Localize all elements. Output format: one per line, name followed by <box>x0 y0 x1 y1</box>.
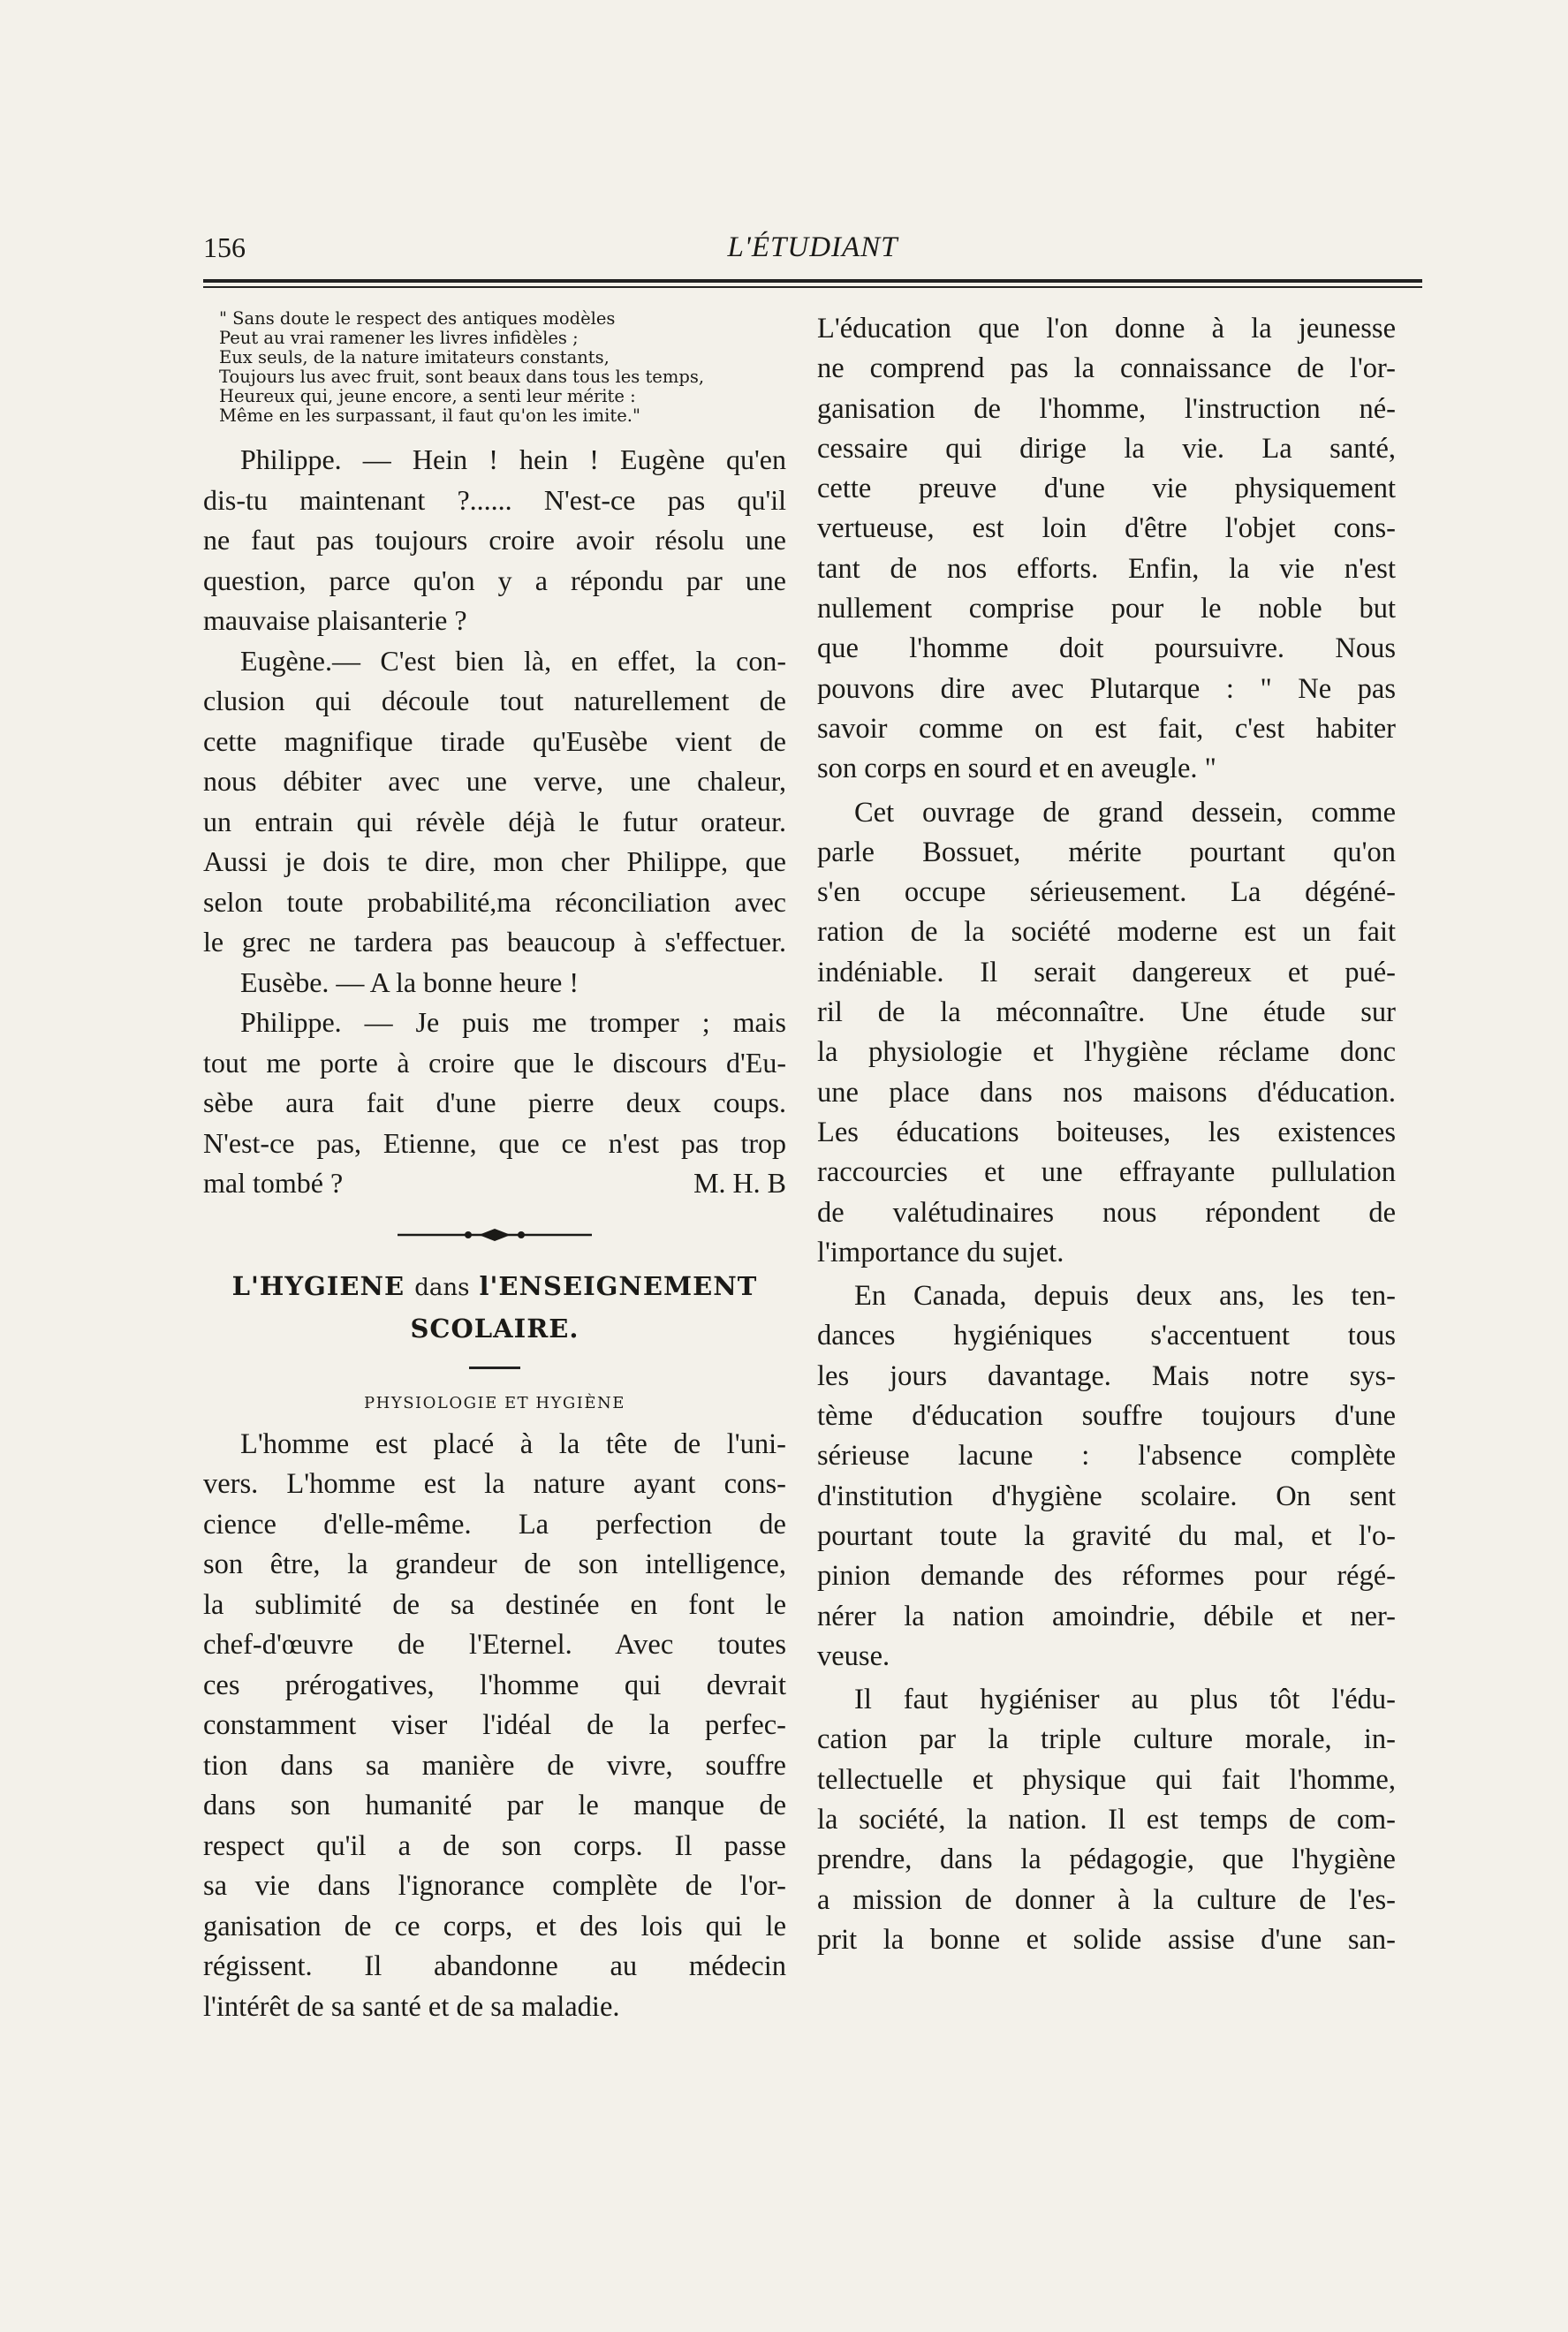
article-line: Il faut hygiéniser au plus tôt l'édu- <box>854 1684 1396 1716</box>
author-signature: M. H. B <box>693 1167 786 1199</box>
article-title-part: l'ENSEIGNEMENT <box>479 1270 758 1301</box>
dialogue-line: mal tombé ? <box>203 1167 344 1199</box>
running-title: L'ÉTUDIANT <box>727 231 898 263</box>
article-line: raccourcies et une effrayante pullulation <box>817 1156 1396 1189</box>
article-line: ces prérogatives, l'homme qui devrait <box>203 1669 786 1701</box>
article-line: sérieuse lacune : l'absence complète <box>817 1440 1396 1473</box>
dialogue <box>203 440 786 1204</box>
article-line: tellectuelle et physique qui fait l'homme, <box>817 1763 1396 1796</box>
article-line: constamment viser l'idéal de la perfec- <box>203 1709 786 1741</box>
article-line: parle Bossuet, mérite pourtant qu'on <box>817 836 1396 868</box>
dialogue-line: selon toute probabilité,ma réconciliation avec <box>203 885 786 918</box>
title-rule <box>469 1367 520 1369</box>
verse-line: " Sans doute le respect des antiques modèles <box>219 308 616 329</box>
article-line: son être, la grandeur de son intelligence, <box>203 1548 786 1580</box>
dialogue-line: Aussi je dois te dire, mon cher Philippe, que <box>203 845 786 877</box>
article-title-part: dans <box>414 1274 470 1301</box>
article-paragraph <box>203 1425 786 2028</box>
verse-line: Même en les surpassant, il faut qu'on les imite." <box>219 405 640 426</box>
article-line: la physiologie et l'hygiène réclame donc <box>817 1036 1396 1069</box>
article-line: les jours davantage. Mais notre sys- <box>817 1359 1396 1392</box>
dialogue-line: clusion qui découle tout naturellement de <box>203 685 786 716</box>
article-line: vertueuse, est loin d'être l'objet cons- <box>817 512 1396 545</box>
article-line: Cet ouvrage de grand dessein, comme <box>854 796 1396 829</box>
dialogue-line: Philippe. — Hein ! hein ! Eugène qu'en <box>240 443 786 475</box>
article-line: l'importance du sujet. <box>817 1236 1064 1268</box>
ornament-rule-icon <box>398 1228 592 1242</box>
article-line: de valétudinaires nous répondent de <box>817 1196 1396 1229</box>
article-line: ganisation de ce corps, et des lois qui le <box>203 1910 786 1942</box>
article-line: vers. L'homme est la nature ayant cons- <box>203 1468 786 1500</box>
dialogue-line: ne faut pas toujours croire avoir résolu une <box>203 524 786 556</box>
verse-quotation <box>219 309 786 426</box>
article-line: dans son humanité par le manque de <box>203 1790 786 1821</box>
dialogue-line: question, parce qu'on y a répondu par une <box>203 564 786 596</box>
article-line: a mission de donner à la culture de l'es- <box>817 1883 1396 1916</box>
dialogue-line: le grec ne tardera pas beaucoup à s'effectuer. <box>203 926 786 958</box>
article-line: prit la bonne et solide assise d'une san- <box>817 1923 1396 1956</box>
article-line: tème d'éducation souffre toujours d'une <box>817 1400 1396 1433</box>
verse-line: Peut au vrai ramener les livres infidèles ; <box>219 328 579 348</box>
article-line: cette preuve d'une vie physiquement <box>817 473 1396 505</box>
dialogue-line-final <box>203 1163 786 1204</box>
dialogue-line: dis-tu maintenant ?...... N'est-ce pas qu'il <box>203 483 786 516</box>
article-line: ganisation de l'homme, l'instruction né- <box>817 392 1396 425</box>
article-line: pouvons dire avec Plutarque : " Ne pas <box>817 672 1396 705</box>
article-line: dances hygiéniques s'accentuent tous <box>817 1320 1396 1352</box>
article-line: pinion demande des réformes pour régé- <box>817 1560 1396 1593</box>
verse-line: Toujours lus avec fruit, sont beaux dans tous les temps, <box>219 367 705 387</box>
article-line: pourtant toute la gravité du mal, et l'o- <box>817 1519 1396 1552</box>
verse-line: Eux seuls, de la nature imitateurs constants, <box>219 347 610 367</box>
article-line: sa vie dans l'ignorance complète de l'or- <box>203 1870 786 1902</box>
header-rule-thick <box>203 279 1422 283</box>
article-line: s'en occupe sérieusement. La dégéné- <box>817 876 1396 909</box>
article-line: L'éducation que l'on donne à la jeunesse <box>817 313 1396 344</box>
dialogue-line: Eugène.— C'est bien là, en effet, la con- <box>240 644 786 677</box>
article-line: d'institution d'hygiène scolaire. On sent <box>817 1480 1396 1512</box>
article-line: chef-d'œuvre de l'Eternel. Avec toutes <box>203 1629 786 1661</box>
article-paragraph <box>817 1680 1396 1960</box>
article-line: cience d'elle-même. La perfection de <box>203 1508 786 1541</box>
article-line: Les éducations boiteuses, les existences <box>817 1116 1396 1148</box>
dialogue-line: un entrain qui révèle déjà le futur orateur. <box>203 805 786 837</box>
article-line: nullement comprise pour le noble but <box>817 593 1396 625</box>
article-line: indéniable. Il serait dangereux et pué- <box>817 956 1396 988</box>
dialogue-line: mauvaise plaisanterie ? <box>203 604 467 636</box>
dialogue-line: sèbe aura fait d'une pierre deux coups. <box>203 1086 786 1118</box>
article-line: la société, la nation. Il est temps de com- <box>817 1803 1396 1836</box>
article-paragraph <box>817 793 1396 1274</box>
article-line: régissent. Il abandonne au médecin <box>203 1950 786 1982</box>
dialogue-line: Philippe. — Je puis me tromper ; mais <box>240 1006 786 1038</box>
dialogue-line: tout me porte à croire que le discours d'Eu- <box>203 1046 786 1079</box>
article-line: nérer la nation amoindrie, débile et ner- <box>817 1600 1396 1632</box>
article-line: son corps en sourd et en aveugle. " <box>817 753 1216 785</box>
article-line: respect qu'il a de son corps. Il passe <box>203 1829 786 1862</box>
section-divider-ornament <box>203 1204 786 1266</box>
article-line: l'intérêt de sa santé et de sa maladie. <box>203 1990 620 2023</box>
left-column <box>203 309 786 2027</box>
article-line: cation par la triple culture morale, in- <box>817 1723 1396 1756</box>
dialogue-line: cette magnifique tirade qu'Eusèbe vient de <box>203 724 786 757</box>
article-line: tant de nos efforts. Enfin, la vie n'est <box>817 552 1396 585</box>
page-header <box>203 231 1422 276</box>
article-line: L'homme est placé à la tête de l'uni- <box>240 1427 786 1460</box>
article-title <box>203 1266 786 1349</box>
article-title-part: SCOLAIRE. <box>410 1313 579 1344</box>
dialogue-line: N'est-ce pas, Etienne, que ce n'est pas trop <box>203 1126 786 1159</box>
article-line: cessaire qui dirige la vie. La santé, <box>817 432 1396 465</box>
article-line: tion dans sa manière de vivre, souffre <box>203 1749 786 1782</box>
page-number: 156 <box>203 231 246 263</box>
article-line: la sublimité de sa destinée en font le <box>203 1588 786 1621</box>
dialogue-line: Eusèbe. — A la bonne heure ! <box>240 965 579 998</box>
article-line: prendre, dans la pédagogie, que l'hygiène <box>817 1844 1396 1876</box>
article-line: ril de la méconnaître. Une étude sur <box>817 996 1396 1029</box>
right-column <box>817 309 1396 1960</box>
article-paragraph <box>817 1276 1396 1677</box>
article-line: ne comprend pas la connaissance de l'or- <box>817 352 1396 385</box>
section-heading: PHYSIOLOGIE ET HYGIÈNE <box>364 1393 625 1412</box>
article-line: ration de la société moderne est un fait <box>817 916 1396 949</box>
header-rule-thin <box>203 286 1422 288</box>
article-line: veuse. <box>817 1639 890 1672</box>
article-line: savoir comme on est fait, c'est habiter <box>817 712 1396 745</box>
article-paragraph <box>817 309 1396 790</box>
article-line: En Canada, depuis deux ans, les ten- <box>854 1280 1396 1313</box>
verse-line: Heureux qui, jeune encore, a senti leur mérite : <box>219 386 636 406</box>
article-line: que l'homme doit poursuivre. Nous <box>817 632 1396 665</box>
article-title-part: L'HYGIENE <box>231 1270 405 1301</box>
article-line: une place dans nos maisons d'éducation. <box>817 1076 1396 1109</box>
dialogue-line: nous débiter avec une verve, une chaleur, <box>203 765 786 797</box>
